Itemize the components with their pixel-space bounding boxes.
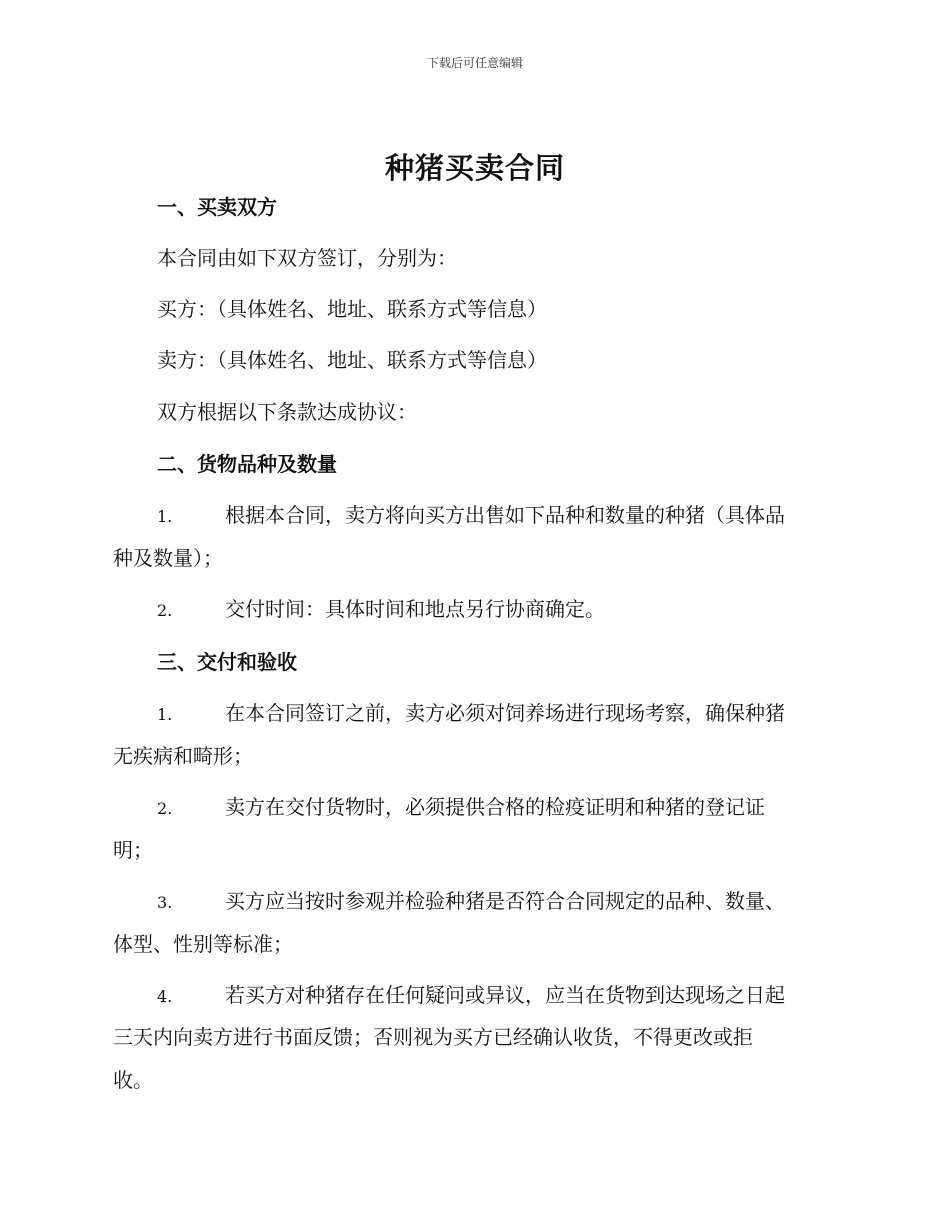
- clause-text: 根据本合同，卖方将向买方出售如下品种和数量的种猪（具体品: [225, 503, 785, 527]
- section-3-heading: 三、交付和验收: [157, 650, 297, 674]
- clause-text-continued: 明；: [113, 838, 153, 862]
- item-number: 2.: [157, 601, 173, 620]
- section-1-heading: 一、买卖双方: [157, 195, 277, 219]
- agreement-line: 双方根据以下条款达成协议：: [157, 400, 417, 424]
- clause-text: 卖方在交付货物时，必须提供合格的检疫证明和种猪的登记证: [225, 795, 765, 819]
- buyer-line: 买方：（具体姓名、地址、联系方式等信息）: [157, 297, 547, 321]
- seller-line: 卖方：（具体姓名、地址、联系方式等信息）: [157, 348, 547, 372]
- clause-text-continued: 收。: [113, 1068, 153, 1092]
- clause-text: 在本合同签订之前，卖方必须对饲养场进行现场考察，确保种猪: [225, 701, 785, 725]
- section-2-heading: 二、货物品种及数量: [157, 452, 337, 476]
- clause-text-continued: 体型、性别等标准；: [113, 932, 293, 956]
- item-number: 3.: [157, 893, 173, 912]
- clause-text: 若买方对种猪存在任何疑问或异议，应当在货物到达现场之日起: [225, 983, 785, 1007]
- item-number: 1.: [157, 705, 173, 724]
- item-number: 2.: [157, 799, 173, 818]
- clause-text: 买方应当按时参观并检验种猪是否符合合同规定的品种、数量、: [225, 889, 785, 913]
- clause-text-continued: 无疾病和畸形；: [113, 744, 253, 768]
- section-1-intro: 本合同由如下双方签订，分别为：: [157, 246, 457, 270]
- clause-text-continued: 三天内向卖方进行书面反馈；否则视为买方已经确认收货，不得更改或拒: [113, 1025, 753, 1049]
- clause-text-continued: 种及数量）；: [113, 546, 223, 570]
- header-note: 下载后可任意编辑: [426, 56, 523, 70]
- document-title: 种猪买卖合同: [384, 151, 565, 185]
- clause-text: 交付时间：具体时间和地点另行协商确定。: [225, 597, 605, 621]
- item-number: 4.: [157, 987, 173, 1006]
- item-number: 1.: [157, 507, 173, 526]
